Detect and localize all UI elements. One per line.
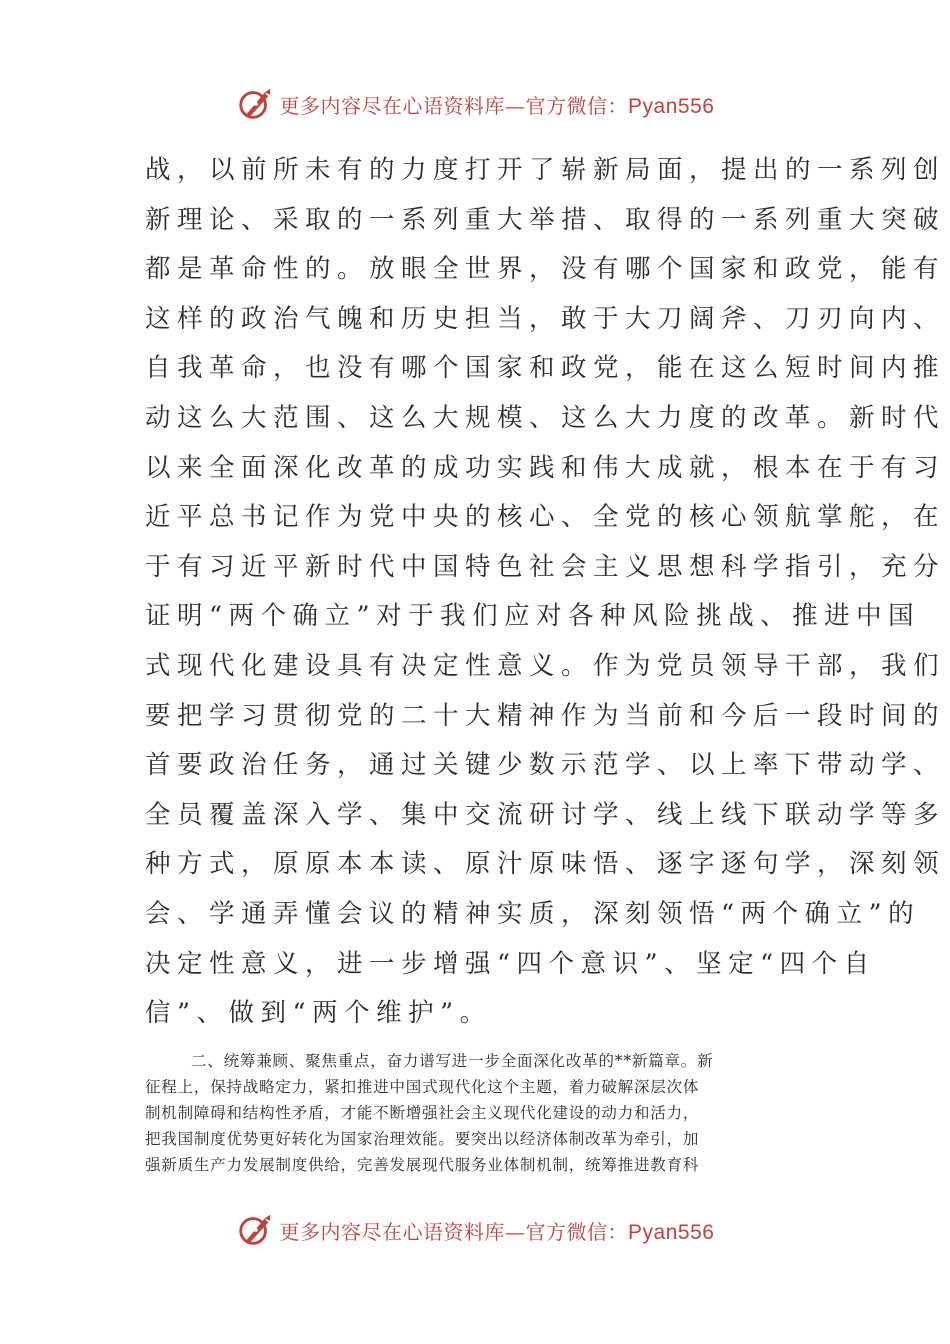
body-line: 信”、做到“两个维护”。 [145,998,492,1029]
footer-watermark [0,1210,950,1250]
body-line: 式现代化建设具有决定性意义。作为党员领导干部，我们 [145,650,946,681]
body-line: 种方式，原原本本读、原汁原味悟、逐字逐句学，深刻领 [145,849,946,880]
body-line: 全员覆盖深入学、集中交流研讨学、线上线下联动学等多 [145,799,946,830]
body-line: 首要政治任务，通过关键少数示范学、以上率下带动学、 [145,750,946,781]
body-line: 会、学通弄懂会议的精神实质，深刻领悟“两个确立”的 [145,898,921,929]
body-line: 要把学习贯彻党的二十大精神作为当前和今后一段时间的 [145,700,946,731]
header-watermark [0,84,950,124]
body-line: 以来全面深化改革的成功实践和伟大成就，根本在于有习 [145,452,946,483]
pen-nib-circle-icon [236,1211,274,1249]
main-body-text [145,146,946,1039]
body-line: 战，以前所未有的力度打开了崭新局面，提出的一系列创 [145,155,946,185]
pen-nib-circle-icon [236,85,274,123]
body-line: 动这么大范围、这么大规模、这么大力度的改革。新时代 [145,402,946,433]
section-line: 制机制障碍和结构性矛盾，才能不断增强社会主义现代化建设的动力和活力， [145,1104,700,1122]
body-line: 决定性意义，进一步增强“四个意识”、坚定“四个自 [145,948,876,979]
section-line: 征程上，保持战略定力，紧扣推进中国式现代化这个主题，着力破解深层次体 [145,1078,700,1096]
watermark-wechat-id: Pyan556 [628,1220,715,1244]
body-line: 新理论、采取的一系列重大举措、取得的一系列重大突破 [145,204,946,235]
body-line: 都是革命性的。放眼全世界，没有哪个国家和政党，能有 [145,254,946,285]
body-line: 于有习近平新时代中国特色社会主义思想科学指引，充分 [145,551,946,582]
section-line: 把我国制度优势更好转化为国家治理效能。要突出以经济体制改革为牵引，加 [145,1130,700,1148]
watermark-text: 更多内容尽在心语资料库—官方微信：Pyan556 [279,1219,715,1244]
watermark-wechat-id: Pyan556 [628,94,715,118]
body-line: 近平总书记作为党中央的核心、全党的核心领航掌舵，在 [145,502,946,533]
section-line: 强新质生产力发展制度供给，完善发展现代服务业体制机制，统筹推进教育科 [145,1156,700,1174]
section-two-paragraph [145,1048,807,1178]
body-line: 自我革命，也没有哪个国家和政党，能在这么短时间内推 [145,353,946,384]
section-line: 二、统筹兼顾、聚焦重点，奋力谱写进一步全面深化改革的**新篇章。新 [191,1052,714,1070]
body-line: 证明“两个确立”对于我们应对各种风险挑战、推进中国 [145,601,921,632]
watermark-text: 更多内容尽在心语资料库—官方微信：Pyan556 [279,93,715,118]
body-line: 这样的政治气魄和历史担当，敢于大刀阔斧、刀刃向内、 [145,303,946,334]
